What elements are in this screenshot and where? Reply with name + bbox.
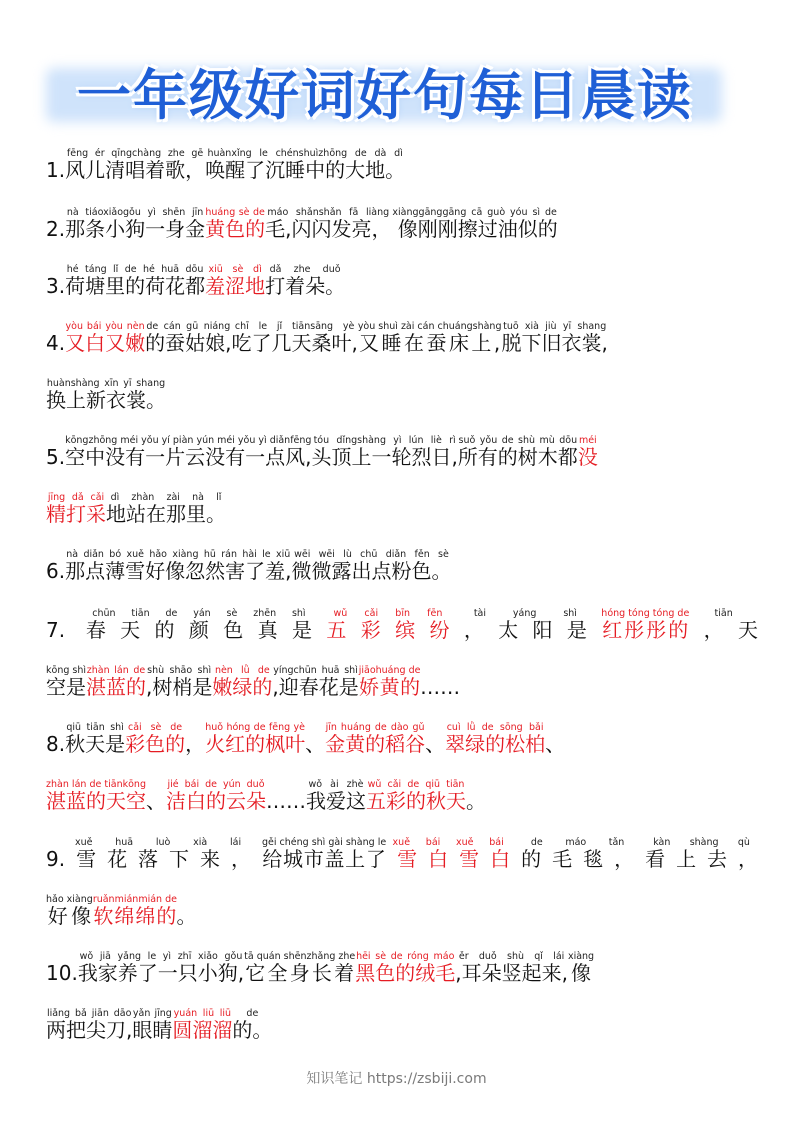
highlight-segment [577,435,598,469]
highlight-phrase: 圆溜溜 [172,1018,233,1042]
pinyin-annotation: kōngzhōng méi yǒu yí piàn yún méi yǒu yì diǎnfēng [65,435,312,446]
pinyin-annotation: huǒ hóng de fēng yè [205,722,306,733]
pinyin-annotation: cǎi sè de [125,722,186,733]
highlight-segment [65,321,146,355]
phrase-text: 换上新衣裳。 [46,388,166,412]
pinyin-annotation: wēi wēi lù chū diǎn fěn sè [291,549,452,560]
highlight-phrase: 湛蓝的 [86,675,146,699]
phrase-text: 的。 [232,1018,273,1042]
pinyin-annotation: dǎ zhe duǒ [265,264,346,275]
highlight-phrase: 软绵绵的 [92,904,177,928]
sentence-line [46,207,758,241]
text-segment [65,837,262,871]
sentence-line [46,148,758,182]
sentence-line [46,951,758,985]
highlight-segment [366,779,466,813]
pinyin-annotation: yòu bái yòu nèn [65,321,146,332]
phrase-text: 雪花落下来， [65,847,262,871]
pinyin-annotation: wǔ cǎi bīn fēn [326,608,450,619]
highlight-segment [601,608,690,642]
sentence-line [46,1008,758,1042]
pinyin-annotation: tiān [689,608,759,619]
footer-watermark: 知识笔记 https://zsbiji.com [306,1071,487,1087]
highlight-segment [212,665,273,699]
pinyin-annotation: jīn huáng de dào gǔ [325,722,426,733]
highlight-segment [166,779,266,813]
text-segment: 2. [46,217,66,241]
phrase-text: 荷塘里的荷花都 [65,274,206,298]
text-segment [106,492,226,526]
text-segment: 4. [46,331,66,355]
highlight-segment [355,951,456,985]
pinyin-annotation: máo shǎnshǎn fā liàng [265,207,392,218]
highlight-segment [172,1008,233,1042]
highlight-segment [445,722,546,756]
highlight-segment [386,837,522,871]
highlight-segment [326,608,464,642]
highlight-phrase: 金黄的稻谷 [325,732,426,756]
sentence-line [46,608,758,642]
text-segment [244,951,356,985]
highlight-phrase: 五彩的秋天 [366,789,466,813]
text-segment: 8. [46,732,66,756]
sentence-line [46,665,758,699]
text-segment [455,951,568,985]
highlight-phrase: 嫩绿的 [212,675,273,699]
phrase-text: 像刚刚擦过油似的 [391,217,558,241]
text-segment [46,665,86,699]
pinyin-annotation: jiāohuáng de [358,665,421,676]
phrase-text: 春天的颜色真是 [85,618,327,642]
pinyin-annotation: cuì lǜ de sōng bǎi [445,722,546,733]
text-segment: 5. [46,445,66,469]
pinyin-annotation: hé táng lǐ de hé huā dōu [65,264,206,275]
pinyin-annotation: wǔ cǎi de qiū tiān [366,779,466,790]
pinyin-annotation: de máo tǎn [521,837,635,848]
text-segment [46,1008,133,1042]
text-segment [265,264,346,298]
pinyin-annotation: shù shāo shì [146,665,213,676]
pinyin-annotation: huànshàng xīn yī shang [46,378,166,389]
pinyin-annotation: wǒ jiā yǎng le yì zhī xiǎo gǒu [77,951,245,962]
highlight-phrase: 彩色的 [125,732,186,756]
sentence-line [46,492,758,526]
pinyin-annotation: jīng dǎ cǎi [46,492,106,503]
highlight-phrase: 红彤彤的 [601,618,690,642]
pinyin-annotation: tài yáng shì [463,608,587,619]
pinyin-annotation: tóu dǐngshàng yì lún liè rì [311,435,458,446]
highlight-segment [86,665,146,699]
text-segment [65,264,206,298]
phrase-text: 眼睛 [132,1018,173,1042]
highlight-phrase: 火红的枫叶 [205,732,306,756]
phrase-text: 风儿清唱着歌， [65,158,206,182]
text-segment [357,321,502,355]
text-segment [501,321,608,355]
pinyin-annotation: jié bái de yún duǒ [166,779,266,790]
phrase-text: ,迎春花是 [272,675,359,699]
pinyin-annotation: hēi sè de róng máo [355,951,456,962]
text-segment: 、 [425,732,446,756]
phrase-text: 的毛毯， [521,847,646,871]
highlight-phrase: 翠绿的松柏 [445,732,546,756]
highlight-phrase: 黄色的 [205,217,266,241]
sentence-line [46,894,758,928]
text-segment: 10. [46,961,78,985]
phrase-text: 它全身长着 [244,961,356,985]
highlight-phrase: 又白又嫩 [65,331,146,355]
highlight-phrase: 羞涩地 [205,274,266,298]
text-segment [145,321,232,355]
pinyin-annotation: hǎo xiàng [46,894,93,905]
phrase-text: ，天 [689,618,759,642]
pinyin-annotation: xiànggānggāng cā guò yóu sì de [391,207,558,218]
text-segment: 。 [176,904,197,928]
pinyin-annotation: xuě huā luò xià lái [65,837,251,848]
text-segment [65,148,206,182]
text-segment [46,378,166,412]
text-segment [689,608,759,642]
pinyin-annotation: xuě bái xuě bái [386,837,511,848]
phrase-text: 头顶上一轮烈日, [311,445,458,469]
highlight-phrase: 娇黄的 [358,675,421,699]
phrase-text: 秋天是 [65,732,126,756]
text-segment [205,148,406,182]
highlight-phrase: 湛蓝的天空 [46,789,146,813]
highlight-segment [92,894,177,928]
highlight-segment [205,722,306,756]
pinyin-annotation: de [232,1008,273,1019]
phrase-text: 吃了几天桑叶, [231,331,358,355]
phrase-text: 给城市盖上了 [262,847,387,871]
text-segment [77,951,245,985]
text-segment [311,435,458,469]
text-segment [391,207,558,241]
text-segment [567,951,595,985]
phrase-text: 好像 [46,904,93,928]
phrase-text: 那条小狗一身金 [65,217,206,241]
highlight-phrase: 黑色的绒毛 [355,961,456,985]
pinyin-annotation: kōng shì [46,665,86,676]
highlight-segment [205,207,266,241]
phrase-text: 看上去， [645,847,759,871]
pinyin-annotation: ěr duǒ shù qǐ lái [455,951,568,962]
sentence-line [46,837,758,871]
phrase-text: 的蚕姑娘, [145,331,232,355]
text-segment: 、 [305,732,326,756]
pinyin-annotation: nà diǎn bó xuě hǎo xiàng hū rán hài le xiū [65,549,292,560]
page-title: 一年级好词好句每日晨读 [77,64,693,127]
pinyin-annotation: de cán gū niáng [145,321,232,332]
text-segment [272,665,359,699]
pinyin-annotation: xiàng [567,951,595,962]
text-segment [146,665,213,699]
pinyin-annotation: chūn tiān de yán sè zhēn shì [85,608,312,619]
text-segment [265,207,392,241]
sentence-line [46,264,758,298]
pinyin-annotation: hóng tóng tóng de [601,608,690,619]
pinyin-annotation: huànxǐng le chénshuìzhōng de dà dì [205,148,406,159]
sentence-line [46,722,758,756]
text-segment: 3. [46,274,66,298]
phrase-text: ，太阳是 [463,618,602,642]
highlight-phrase: 雪白雪白 [386,847,522,871]
pinyin-annotation: méi [577,435,598,446]
pinyin-annotation: tā quán shēnzhǎng zhe [244,951,356,962]
phrase-text: 地站在那里。 [106,502,226,526]
pinyin-annotation: suǒ yǒu de shù mù dōu [457,435,578,446]
phrase-text: 所有的树木都 [457,445,578,469]
sentence-line [46,549,758,583]
phrase-text: ,耳朵竖起来, [455,961,568,985]
pinyin-annotation: tuō xià jiù yī shang [501,321,608,332]
text-segment [46,894,93,928]
text-segment [521,837,646,871]
phrase-text: 微微露出点粉色。 [291,559,452,583]
text-segment: 9. [46,847,66,871]
text-segment [291,549,452,583]
pinyin-annotation: wǒ ài zhè [306,779,366,790]
text-segment [306,779,366,813]
phrase-text: 两把尖刀, [46,1018,133,1042]
phrase-text: 我家养了一只小狗, [77,961,245,985]
text-segment [65,207,206,241]
pinyin-annotation: nèn lǜ de [212,665,273,676]
text-segment: 、 [146,789,166,813]
sentence-line [46,378,758,412]
pinyin-annotation: chī le jǐ tiānsāng yè [231,321,358,332]
text-segment: …… [266,789,306,813]
pinyin-annotation: zhàn lán de tiānkōng [46,779,146,790]
phrase-text: ,树梢是 [146,675,213,699]
highlight-segment [46,492,106,526]
text-segment: 7. [46,618,86,642]
sentence-line [46,779,758,813]
pinyin-annotation: yòu shuì zài cán chuángshàng [357,321,502,332]
highlight-phrase: 洁白的云朵 [166,789,266,813]
pinyin-annotation: kàn shàng qù [645,837,759,848]
text-segment [262,837,387,871]
phrase-text: 打着朵。 [265,274,346,298]
title-banner [40,62,730,132]
text-segment [65,549,292,583]
sentence-line [46,321,758,355]
text-segment [231,321,358,355]
highlight-segment [325,722,426,756]
phrase-text: 那点薄雪好像忽然害了羞, [65,559,292,583]
text-segment [85,608,327,642]
pinyin-annotation: liǎng bǎ jiān dāo [46,1008,133,1019]
text-segment: 1. [46,158,66,182]
text-segment [645,837,759,871]
pinyin-annotation: qiū tiān shì [65,722,126,733]
pinyin-annotation: gěi chéng shì gài shàng le [262,837,387,848]
pinyin-annotation: huáng sè de [205,207,266,218]
highlight-segment [358,665,421,699]
phrase-text: 空中没有一片云没有一点风, [65,445,312,469]
text-segment [65,722,126,756]
phrase-text: 毛,闪闪发亮， [265,217,392,241]
text-segment [457,435,578,469]
phrase-text: 我爱这 [306,789,366,813]
highlight-phrase: 五彩缤纷 [326,618,464,642]
text-segment: 6. [46,559,66,583]
highlight-phrase: 没 [577,445,598,469]
highlight-segment [205,264,266,298]
highlight-phrase: 精打采 [46,502,106,526]
text-segment [132,1008,173,1042]
sentence-line [46,435,758,469]
highlight-segment [46,779,146,813]
pinyin-annotation: zhàn lán de [86,665,146,676]
pinyin-annotation: dì zhàn zài nà lǐ [106,492,226,503]
pinyin-annotation: fēng ér qīngchàng zhe gē [65,148,206,159]
highlight-segment [125,722,186,756]
pinyin-annotation: yuán liū liū [172,1008,233,1019]
pinyin-annotation: ruǎnmiánmián de [92,894,177,905]
text-segment: ， [185,732,206,756]
phrase-text: 唤醒了沉睡中的大地。 [205,158,406,182]
text-segment [463,608,602,642]
phrase-text: 空是 [46,675,86,699]
pinyin-annotation: yíngchūn huā shì [272,665,359,676]
text-segment [65,435,312,469]
text-segment: …… [420,675,461,699]
phrase-text: 脱下旧衣裳, [501,331,608,355]
pinyin-annotation: xiū sè dì [205,264,266,275]
text-segment: 、 [545,732,566,756]
text-segment [232,1008,273,1042]
pinyin-annotation: yǎn jīng [132,1008,173,1019]
text-segment: 。 [466,789,486,813]
phrase-text: 像 [567,961,595,985]
phrase-text: 又睡在蚕床上, [357,331,502,355]
pinyin-annotation: nà tiáoxiǎogǒu yì shēn jīn [65,207,206,218]
